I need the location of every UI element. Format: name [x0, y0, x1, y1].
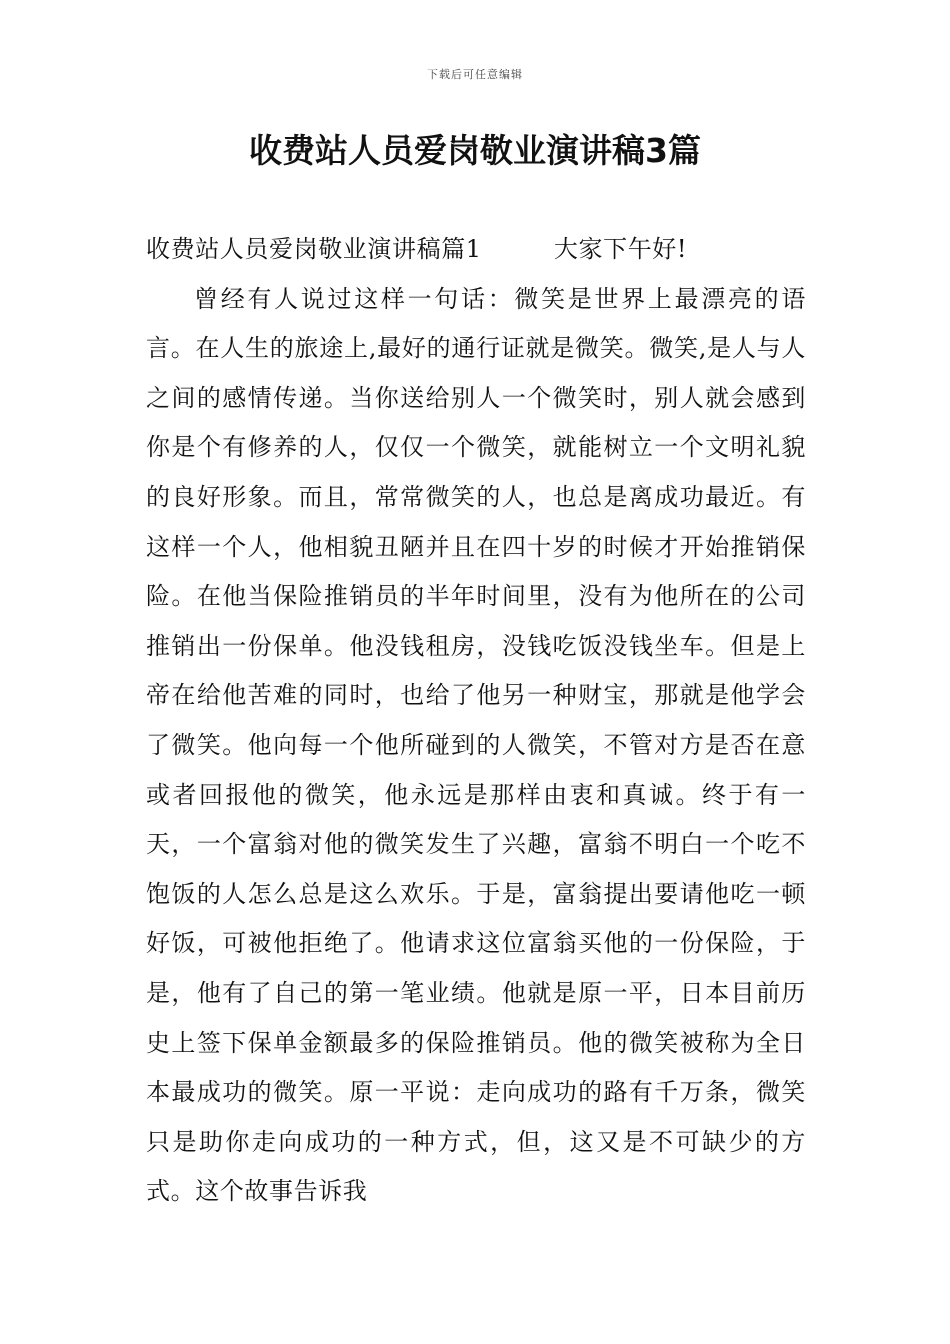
section-heading: 收费站人员爱岗敬业演讲稿篇1 — [146, 235, 482, 263]
document-title: 收费站人员爱岗敬业演讲稿3篇 — [249, 131, 701, 170]
document-body — [146, 225, 806, 1217]
section-heading-line — [146, 225, 806, 275]
greeting-text: 大家下午好! — [553, 235, 688, 263]
header-note: 下载后可任意编辑 — [427, 68, 523, 81]
body-paragraph: 曾经有人说过这样一句话：微笑是世界上最漂亮的语言。在人生的旅途上,最好的通行证就是微笑。微笑,是人与人之间的感情传递。当你送给别人一个微笑时，别人就会感到你是个有修养的人，仅仅一个微笑，就能树立一个文明礼貌的良好形象。而且，常常微笑的人，也总是离成功最近。有这样一个人，他相貌丑陋并且在四十岁的时候才开始推销保险。在他当保险推销员的半年时间里，没有为他所在的公司推销出一份保单。他没钱租房，没钱吃饭没钱坐车。但是上帝在给他苦难的同时，也给了他另一种财宝，那就是他学会了微笑。他向每一个他所碰到的人微笑，不管对方是否在意或者回报他的微笑，他永远是那样由衷和真诚。终于有一天，一个富翁对他的微笑发生了兴趣，富翁不明白一个吃不饱饭的人怎么总是这么欢乐。于是，富翁提出要请他吃一顿好饭，可被他拒绝了。他请求这位富翁买他的一份保险，于是，他有了自己的第一笔业绩。他就是原一平，日本目前历史上签下保单金额最多的保险推销员。他的微笑被称为全日本最成功的微笑。原一平说：走向成功的路有千万条，微笑只是助你走向成功的一种方式，但，这又是不可缺少的方式。这个故事告诉我 — [146, 284, 806, 1206]
